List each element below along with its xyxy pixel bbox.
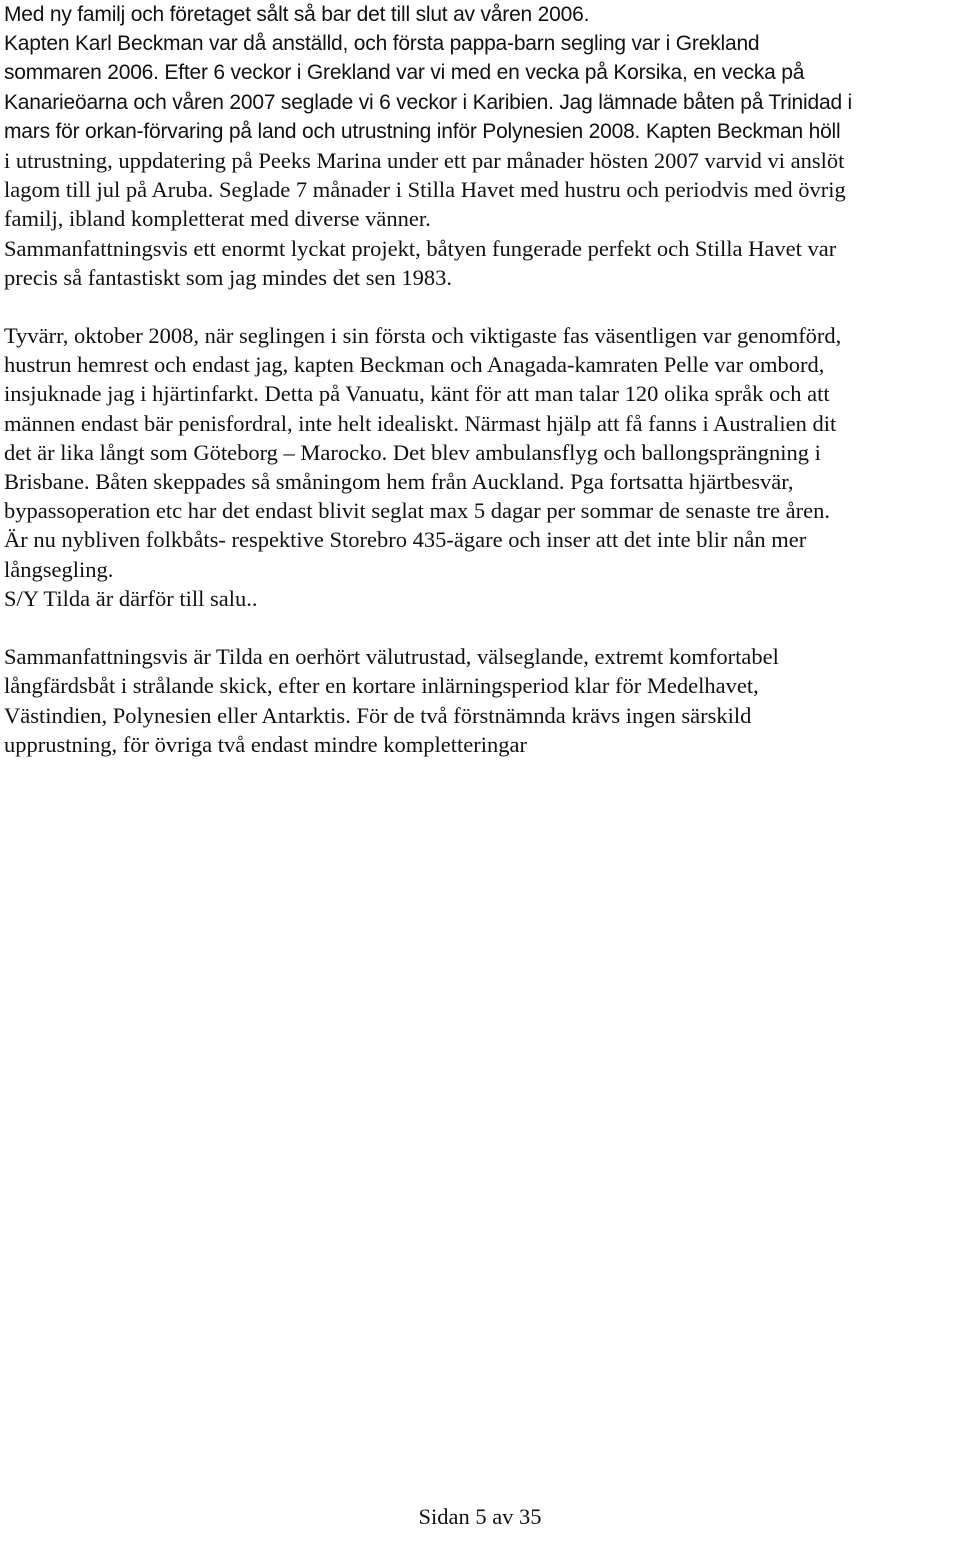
text-line: hustrun hemrest och endast jag, kapten Beckman och Anagada-kamraten Pelle var ombord, bbox=[4, 352, 825, 378]
text-line: det är lika långt som Göteborg – Marocko. Det blev ambulansflyg och ballongsprängning i bbox=[4, 439, 821, 465]
text-line: Västindien, Polynesien eller Antarktis. För de två förstnämnda krävs ingen särskild bbox=[4, 702, 752, 728]
text-line: S/Y Tilda är därför till salu.. bbox=[4, 585, 258, 611]
text-line: bypassoperation etc har det endast blivit seglat max 5 dagar per sommar de senaste tre åren. bbox=[4, 498, 830, 524]
document-body bbox=[4, 0, 956, 759]
text-line: långsegling. bbox=[4, 556, 114, 582]
text-line: insjuknade jag i hjärtinfarkt. Detta på Vanuatu, känt för att man talar 120 olika språk och att bbox=[4, 381, 830, 407]
text-line: familj, ibland kompletterat med diverse vänner. bbox=[4, 206, 431, 232]
text-line: männen endast bär penisfordral, inte helt idealiskt. Närmast hjälp att få fanns i Australien dit bbox=[4, 410, 837, 436]
text-line: långfärdsbåt i strålande skick, efter en kortare inlärningsperiod klar för Medelhavet, bbox=[4, 673, 759, 699]
text-line: precis så fantastiskt som jag mindes det sen 1983. bbox=[4, 264, 453, 290]
text-line: Med ny familj och företaget sålt så bar det till slut av våren 2006. bbox=[4, 3, 590, 26]
text-line: Är nu nybliven folkbåts- respektive Storebro 435-ägare och inser att det inte blir nån mer bbox=[4, 527, 807, 553]
text-line: lagom till jul på Aruba. Seglade 7 månader i Stilla Havet med hustru och periodvis med övrig bbox=[4, 177, 846, 203]
paragraph-gap bbox=[4, 613, 956, 642]
text-line: Tyvärr, oktober 2008, när seglingen i sin första och viktigaste fas väsentligen var genomförd, bbox=[4, 323, 842, 349]
text-line: sommaren 2006. Efter 6 veckor i Grekland var vi med en vecka på Korsika, en vecka på bbox=[4, 61, 805, 85]
text-line: Brisbane. Båten skeppades så småningom hem från Auckland. Pga fortsatta hjärtbesvär, bbox=[4, 469, 794, 494]
text-line: mars för orkan-förvaring på land och utrustning inför Polynesien 2008. Kapten Beckman höll bbox=[4, 119, 841, 143]
text-line: i utrustning, uppdatering på Peeks Marina under ett par månader hösten 2007 varvid vi anslöt bbox=[4, 147, 845, 173]
text-line: upprustning, för övriga två endast mindre kompletteringar bbox=[4, 731, 527, 757]
text-line: Kanarieöarna och våren 2007 seglade vi 6 veckor i Karibien. Jag lämnade båten på Trinidad i bbox=[4, 90, 853, 114]
text-line: Kapten Karl Beckman var då anställd, och första pappa-barn segling var i Grekland bbox=[4, 32, 760, 56]
paragraph-gap bbox=[4, 292, 956, 321]
text-line: Sammanfattningsvis ett enormt lyckat projekt, båtyen fungerade perfekt och Stilla Havet var bbox=[4, 235, 837, 261]
text-line: Sammanfattningsvis är Tilda en oerhört välutrustad, välseglande, extremt komfortabel bbox=[4, 644, 779, 670]
page-number: Sidan 5 av 35 bbox=[418, 1504, 542, 1529]
